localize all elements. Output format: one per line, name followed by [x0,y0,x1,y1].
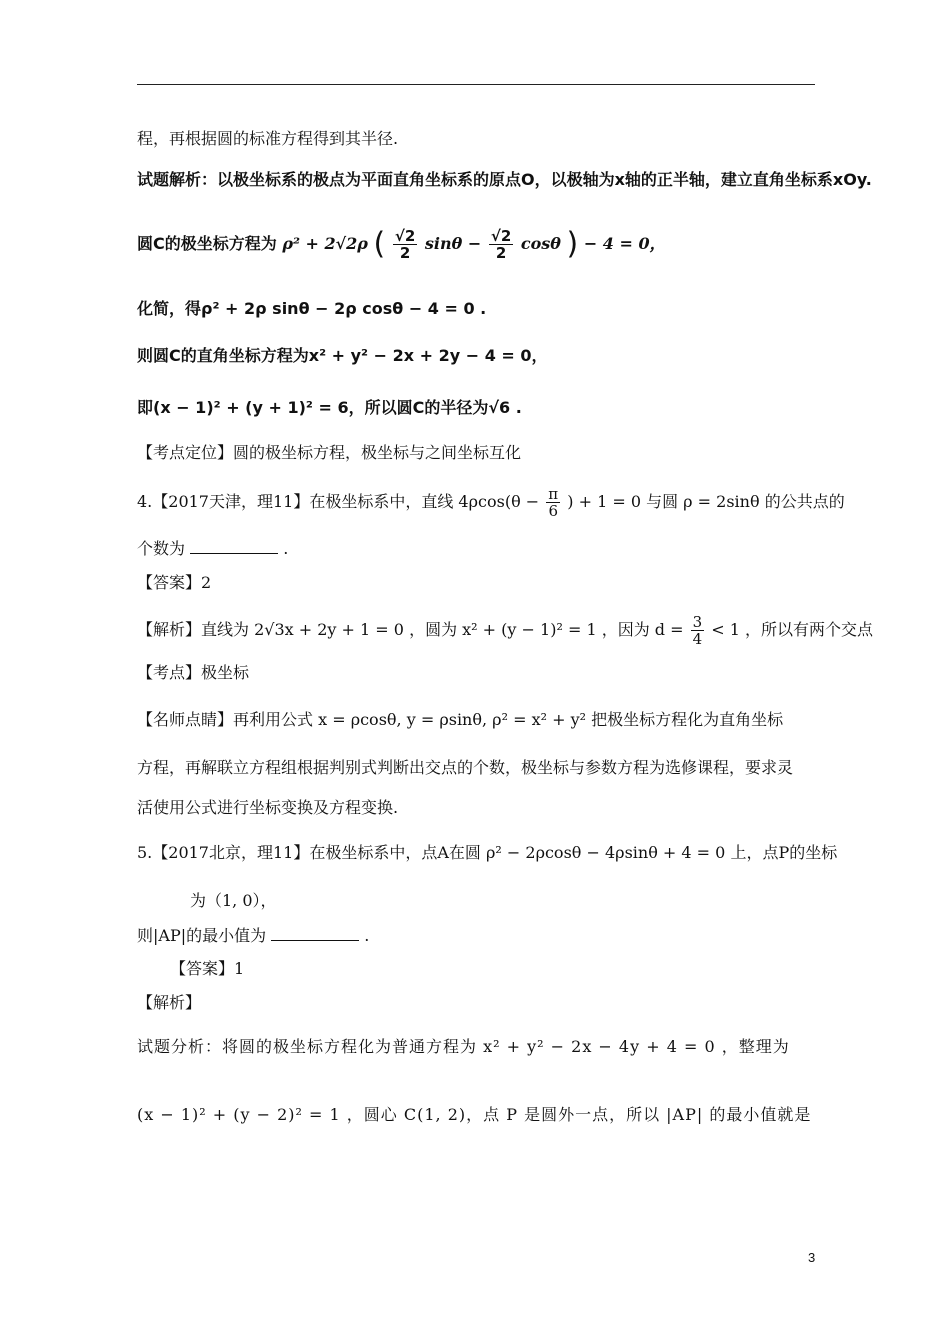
solution-4-post: < 1 ，所以有两个交点 [711,620,874,639]
fraction-1 [393,228,417,261]
fraction-3-4 [691,614,705,647]
text-line-2: 试题解析：以极坐标系的极点为平面直角坐标系的原点O，以极轴为x轴的正半轴，建立直角坐标系xOy. [137,170,872,189]
paren-right: ) [566,226,579,262]
fraction-pi-num: π [548,485,559,503]
period-1: . [283,539,289,558]
text-line-14: 方程，再解联立方程组根据判别式判断出交点的个数，极坐标与参数方程为选修课程，要求灵 [137,758,794,777]
eq-part-c: cosθ [520,234,561,253]
text-line-16: 5.【2017北京，理11】在极坐标系中，点A在圆 ρ² − 2ρcosθ − 4ρsinθ + 4 = 0 上，点P的坐标 [137,843,838,862]
fraction-3-num: 3 [692,613,703,631]
text-line-7: 【考点定位】圆的极坐标方程，极坐标与之间坐标互化 [137,443,522,462]
solution-4-pre: 【解析】直线为 2√3x + 2y + 1 = 0 ，圆为 x² + (y − 1)² = 1 ，因为 d = [137,620,684,639]
text-line-12: 【考点】极坐标 [137,663,250,682]
problem-4-post: ) + 1 = 0 与圆 ρ = 2sinθ 的公共点的 [567,492,845,511]
eq-part-d: − 4 = 0， [583,234,666,253]
fraction-2 [489,228,513,261]
fraction-1-num: √2 [394,227,416,245]
text-line-15: 活使用公式进行坐标变换及方程变换. [137,798,399,817]
eq-part-b: sinθ − [424,234,482,253]
answer-blank-1 [190,539,278,554]
fraction-2-num: √2 [490,227,512,245]
fraction-1-den: 2 [399,244,411,262]
paren-left: ( [373,226,386,262]
text-line-19: 【答案】1 [170,959,245,978]
page-number: 3 [808,1250,816,1265]
fraction-pi-den: 6 [548,502,558,520]
answer-blank-2 [271,926,359,941]
header-rule [137,84,815,85]
text-line-10: 【答案】2 [137,573,212,592]
period-2: . [364,926,370,945]
text-line-1: 程，再根据圆的标准方程得到其半径. [137,129,399,148]
fraction-pi-6 [546,486,560,519]
text-line-3-pre: 圆C的极坐标方程为 [137,234,277,253]
text-line-9 [137,538,288,560]
eq-part-a: ρ² + 2√2ρ [282,234,368,253]
text-line-20: 【解析】 [137,993,202,1012]
fraction-4-den: 4 [692,630,703,648]
text-line-13: 【名师点睛】再利用公式 x = ρcosθ, y = ρsinθ, ρ² = x² + y² 把极坐标方程化为直角坐标 [137,710,784,729]
text-line-3 [137,228,666,261]
problem-4-count-label: 个数为 [137,539,186,558]
text-line-21: 试题分析：将圆的极坐标方程化为普通方程为 x² + y² − 2x − 4y + 4 = 0 ，整理为 [137,1037,790,1056]
text-line-5: 则圆C的直角坐标方程为x² + y² − 2x + 2y − 4 = 0， [137,346,548,365]
text-line-18 [137,925,369,947]
text-line-8 [137,486,845,519]
fraction-2-den: 2 [495,244,507,262]
text-line-4: 化简，得ρ² + 2ρ sinθ − 2ρ cosθ − 4 = 0 . [137,299,487,318]
text-line-22: (x − 1)² + (y − 2)² = 1 ，圆心 C(1, 2)，点 P 是圆外一点，所以 |AP| 的最小值就是 [137,1105,812,1124]
problem-4-pre: 4.【2017天津，理11】在极坐标系中，直线 4ρcos(θ − [137,492,540,511]
text-line-6: 即(x − 1)² + (y + 1)² = 6，所以圆C的半径为√6 . [137,398,522,417]
text-line-17: 为（1, 0）， [190,891,277,910]
problem-5-question: 则|AP|的最小值为 [137,926,267,945]
text-line-11 [137,614,873,647]
